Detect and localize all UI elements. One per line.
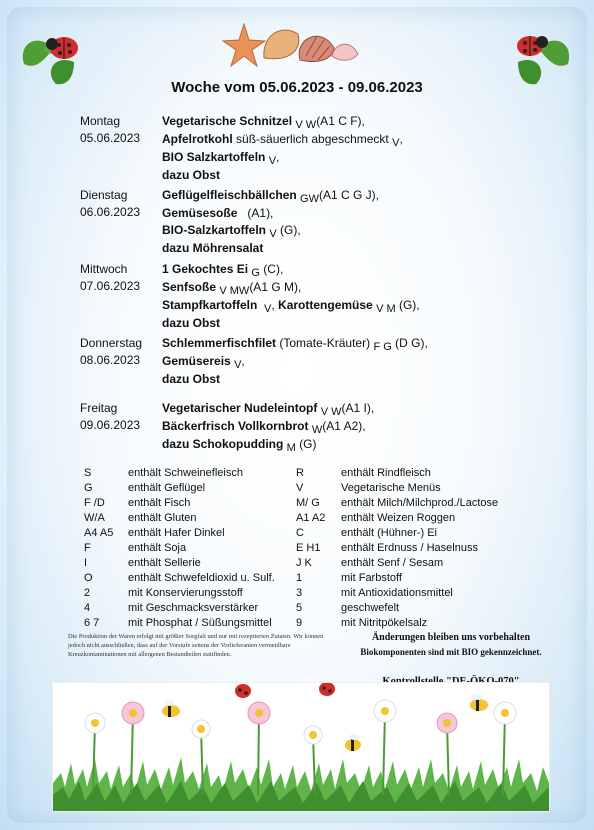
meals-thursday: Schlemmerfischfilet (Tomate-Kräuter) F G (D G), Gemüsereis V, dazu Obst <box>162 336 428 386</box>
meals-monday: Vegetarische Schnitzel V W(A1 C F), Apfelrotkohl süß-säuerlich abgeschmeckt V, BIO Salzkartoffeln V, dazu Obst <box>162 114 403 182</box>
allergen-tag: V MW <box>219 285 250 297</box>
legend-text: mit Phosphat / Süßungsmittel <box>128 617 272 629</box>
dish: Gemüsereis <box>162 354 231 368</box>
allergen-tag: V W <box>295 119 317 131</box>
allergen-tag: W <box>311 424 323 436</box>
legend-code: I <box>84 557 88 569</box>
allergen-tag: G <box>251 267 260 279</box>
side-dish: dazu Obst <box>162 168 221 182</box>
grass-icon <box>53 757 549 811</box>
flower-icon <box>85 700 516 744</box>
legend-code: E H1 <box>296 542 321 554</box>
side-dish: dazu Obst <box>162 316 221 330</box>
legend-text: geschwefelt <box>341 602 400 614</box>
legend-text: enthält Geflügel <box>128 482 206 494</box>
allergen-tag: GW <box>300 193 319 205</box>
dish-description: (Tomate-Kräuter) <box>279 336 371 350</box>
allergen-codes: (G), <box>398 298 420 312</box>
day-monday <box>80 113 140 147</box>
legend-text: enthält (Hühner-) Ei <box>341 527 437 539</box>
allergen-tag: V <box>234 359 242 371</box>
allergen-codes: (A1 A2), <box>322 419 366 433</box>
page-title: Woche vom 05.06.2023 - 09.06.2023 <box>171 79 423 96</box>
legend-text: mit Farbstoff <box>341 572 402 584</box>
legend-code: 3 <box>296 587 303 599</box>
legend-code: O <box>84 572 93 584</box>
legend-text: enthält Senf / Sesam <box>341 557 444 569</box>
legend-text: enthält Soja <box>128 542 187 554</box>
legend-text: enthält Schwefeldioxid u. Sulf. <box>128 572 275 584</box>
dish: Vegetarische Schnitzel <box>162 114 293 128</box>
day-date: 08.06.2023 <box>80 353 141 367</box>
legend-text: enthält Hafer Dinkel <box>128 527 225 539</box>
allergen-codes: (A1 I), <box>341 401 375 415</box>
dish: dazu Schokopudding <box>162 437 284 451</box>
allergen-tag: V <box>264 303 272 315</box>
legend-code: R <box>296 467 304 479</box>
legend-text: enthält Weizen Roggen <box>341 512 456 524</box>
legend-code: 2 <box>84 587 91 599</box>
day-date: 09.06.2023 <box>80 418 141 432</box>
side-dish: dazu Obst <box>162 372 221 386</box>
day-date: 06.06.2023 <box>80 205 141 219</box>
allergen-tag: M <box>286 442 296 454</box>
day-wednesday <box>80 261 140 295</box>
seashell-icon <box>264 30 358 61</box>
ladybug-icon <box>235 682 335 698</box>
legend-code: F <box>84 542 91 554</box>
day-tuesday <box>80 187 140 221</box>
legend-code: A1 A2 <box>296 512 326 524</box>
legend-text: mit Geschmacksverstärker <box>128 602 259 614</box>
dish: Vegetarischer Nudeleintopf <box>162 401 318 415</box>
legend-code: W/A <box>84 512 105 524</box>
legend-text: enthält Schweinefleisch <box>128 467 243 479</box>
legend-code: C <box>296 527 304 539</box>
legend-code: G <box>84 482 93 494</box>
day-name: Dienstag <box>80 188 128 202</box>
allergen-codes: (A1 C G J), <box>319 188 380 202</box>
legend-code: 1 <box>296 572 303 584</box>
day-name: Mittwoch <box>80 262 128 276</box>
day-name: Donnerstag <box>80 336 143 350</box>
dish: BIO-Salzkartoffeln <box>162 223 267 237</box>
meals-wednesday: 1 Gekochtes Ei G (C), Senfsoße V MW(A1 G M), Stampfkartoffeln V, Karottengemüse V M (G), dazu Obst <box>162 262 420 330</box>
dish: Stampfkartoffeln <box>162 298 258 312</box>
day-name: Montag <box>80 114 121 128</box>
legend-text: enthält Gluten <box>128 512 197 524</box>
allergen-codes: (C), <box>263 262 284 276</box>
allergen-tag: V W <box>320 406 342 418</box>
allergen-codes: (A1), <box>247 206 274 220</box>
allergen-tag: V <box>392 137 400 149</box>
legend-code: V <box>296 482 304 494</box>
side-dish: dazu Möhrensalat <box>162 241 264 255</box>
day-date: 05.06.2023 <box>80 131 141 145</box>
allergen-tag: F G <box>373 341 392 353</box>
allergen-tag: V <box>268 155 277 167</box>
legend-code: 6 7 <box>84 617 100 629</box>
dish: BIO Salzkartoffeln <box>162 150 266 164</box>
meadow-illustration <box>52 682 550 812</box>
ladybug-icon <box>46 37 78 59</box>
dish: Karottengemüse <box>278 298 373 312</box>
allergen-tag: V M <box>376 303 396 315</box>
dish-description: süß-säuerlich abgeschmeckt <box>236 132 389 146</box>
dish: 1 Gekochtes Ei <box>162 262 249 276</box>
legend-code: S <box>84 467 92 479</box>
legend-code: 9 <box>296 617 303 629</box>
legend-code: 4 <box>84 602 91 614</box>
dish: Geflügelfleischbällchen <box>162 188 297 202</box>
starfish-icon <box>223 24 265 66</box>
dish: Apfelrotkohl <box>162 132 233 146</box>
day-name: Freitag <box>80 401 118 415</box>
production-disclaimer: Die Produktion der Waren erfolgt mit größter Sorgfalt und nur mit rezeptierten Zutaten. Wir können jedoch nicht ausschließen, dass auf der Vorstufe seitens der Vorlieferanten vermeidbare Kreuzkontaminationen mit allergenen Bestandteilen stattfinden. <box>68 633 324 658</box>
meals-friday <box>162 400 374 454</box>
allergen-codes: (G) <box>299 437 317 451</box>
control-office-note: Kontrollstelle "DE-ÖKO-070" <box>382 676 520 687</box>
legend-text: mit Nitritpökelsalz <box>341 617 428 629</box>
allergen-codes: (G), <box>280 223 301 237</box>
legend-text: mit Antioxidationsmittel <box>341 587 453 599</box>
legend-text: enthält Erdnuss / Haselnuss <box>341 542 478 554</box>
allergen-codes: (D G), <box>395 336 428 350</box>
legend-text: Vegetarische Menüs <box>341 482 441 494</box>
legend-code: F /D <box>84 497 105 509</box>
legend-code: A4 A5 <box>84 527 114 539</box>
legend-text: enthält Rindfleisch <box>341 467 431 479</box>
allergen-tag: V <box>269 228 277 240</box>
legend-code: J K <box>296 557 312 569</box>
legend-text: mit Konservierungsstoff <box>128 587 243 599</box>
dish: Bäckerfrisch Vollkornbrot <box>162 419 309 433</box>
allergen-codes: (A1 G M), <box>249 280 302 294</box>
dish: Gemüsesoße <box>162 206 238 220</box>
meals-tuesday <box>162 187 379 257</box>
legend-code: M/ G <box>296 497 320 509</box>
seashell-decoration <box>222 14 362 72</box>
allergen-codes: (A1 C F), <box>316 114 365 128</box>
day-friday <box>80 400 140 434</box>
dish: Senfsoße <box>162 280 217 294</box>
legend-code: 5 <box>296 602 303 614</box>
day-thursday <box>80 335 142 369</box>
legend-text: enthält Milch/Milchprod./Lactose <box>341 497 499 509</box>
bio-note: Biokomponenten sind mit BIO gekennzeichnet. <box>360 647 542 657</box>
changes-note: Änderungen bleiben uns vorbehalten <box>371 632 531 643</box>
day-date: 07.06.2023 <box>80 279 141 293</box>
dish: Schlemmerfischfilet <box>162 336 277 350</box>
legend-text: enthält Fisch <box>128 497 191 509</box>
legend-text: enthält Sellerie <box>128 557 201 569</box>
